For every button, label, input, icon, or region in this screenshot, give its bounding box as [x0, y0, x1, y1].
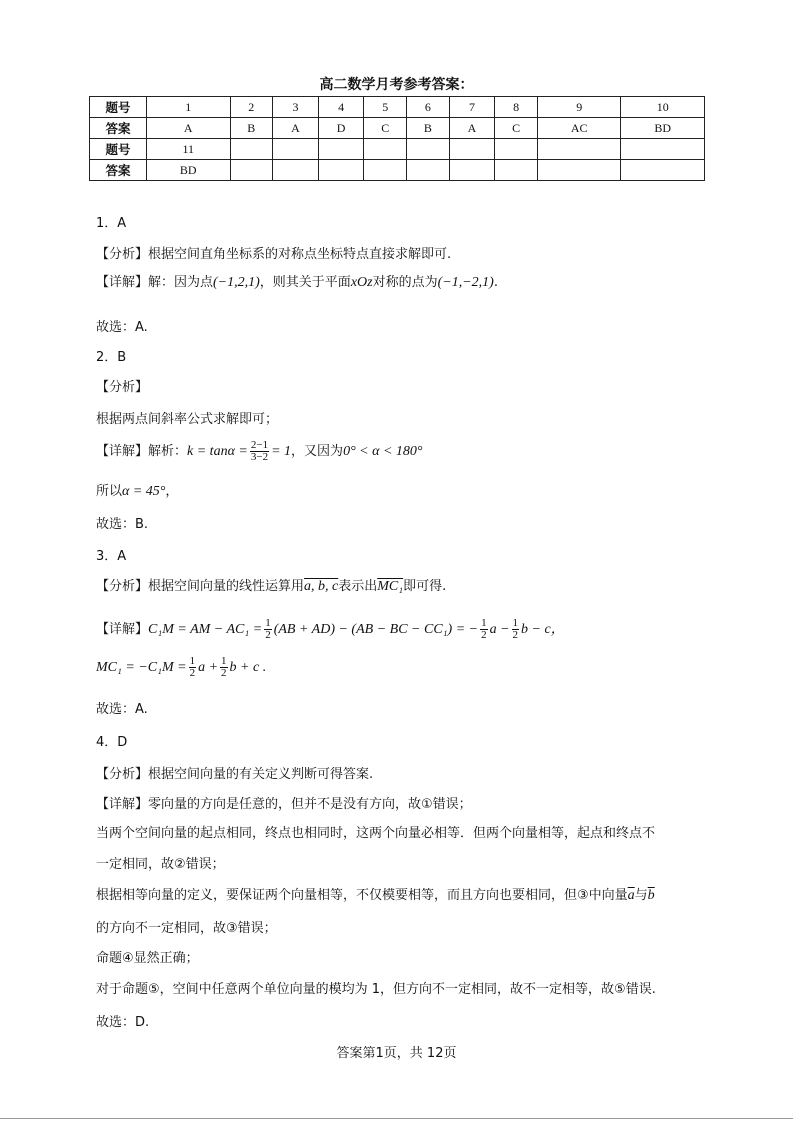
- q1-analysis: 【分析】根据空间直角坐标系的对称点坐标特点直接求解即可.: [96, 247, 452, 262]
- q4-vector-a: $\overline{a}$: [627, 888, 635, 903]
- table-cell: [449, 139, 495, 160]
- q3-half: [264, 618, 272, 641]
- q3-half: [220, 656, 228, 679]
- table-cell: A: [449, 118, 495, 139]
- q2-fraction: [250, 440, 269, 463]
- table-cell: 3: [273, 97, 319, 118]
- q2-range: 0° < α < 180°: [343, 444, 423, 459]
- table-cell: 7: [449, 97, 495, 118]
- q2-so: [96, 480, 178, 500]
- q2-formula-rhs: = 1: [271, 444, 292, 459]
- q2-choice: 故选：B.: [96, 517, 149, 532]
- q2-number: 2．B: [96, 350, 127, 365]
- q1-detail-mid2: 对称的点为: [372, 275, 438, 290]
- table-cell: 8: [495, 97, 538, 118]
- q3-detail-label: 【详解】: [96, 622, 149, 637]
- table-header-cell: 题号: [90, 97, 147, 118]
- q4-detail-4-pre: 根据相等向量的定义，要保证两个向量相等，不仅模要相等，而且方向也要相同，但③中向量: [96, 888, 628, 903]
- q4-detail-6: 命题④显然正确；: [96, 951, 199, 966]
- q1-plane: xOz: [350, 275, 373, 290]
- table-cell: [621, 139, 705, 160]
- q1-point1: (−1,2,1): [213, 275, 260, 290]
- q4-detail-7: 对于命题⑤，空间中任意两个单位向量的模均为 1，但方向不一定相同，故不一定相等，故⑤错误.: [96, 982, 656, 997]
- q3-half-den: 2: [189, 667, 196, 679]
- table-cell: AC: [537, 118, 621, 139]
- q2-so-end: ，: [165, 484, 179, 499]
- q3-half-den: 2: [265, 629, 271, 641]
- q3-number: 3．A: [96, 549, 127, 564]
- table-cell: [407, 139, 450, 160]
- q1-point2: (−1,−2,1): [437, 275, 494, 290]
- q3-eq1-b: (AB + AD) − (AB − BC − CC₁) = −: [273, 622, 479, 637]
- q3-analysis-end: 即可得.: [403, 579, 447, 594]
- table-cell: 9: [537, 97, 621, 118]
- table-cell: BD: [147, 160, 231, 181]
- table-cell: 2: [230, 97, 273, 118]
- q1-detail-pre: 【详解】解：因为点: [96, 275, 214, 290]
- q2-analysis-text: 根据两点间斜率公式求解即可；: [96, 412, 279, 427]
- q3-half-num: 1: [221, 655, 227, 667]
- q3-half: [189, 656, 197, 679]
- q3-half: [512, 618, 520, 641]
- table-row: [90, 160, 705, 181]
- q3-half-den: 2: [221, 667, 227, 679]
- table-cell: [495, 160, 538, 181]
- table-cell: [273, 160, 319, 181]
- table-cell: [449, 160, 495, 181]
- q3-analysis-mid: 表示出: [338, 579, 378, 594]
- q4-choice: 故选：D.: [96, 1015, 150, 1030]
- q3-eq2-a: MC₁ = −C₁M =: [96, 660, 187, 675]
- table-header-cell: 题号: [90, 139, 147, 160]
- table-cell: 10: [621, 97, 705, 118]
- table-row: [90, 118, 705, 139]
- q4-detail-4: [96, 884, 655, 904]
- q3-analysis-pre: 【分析】根据空间向量的线性运算用: [96, 579, 305, 594]
- q3-half-den: 2: [481, 629, 487, 641]
- q2-analysis: 【分析】: [96, 380, 149, 395]
- q3-half-num: 1: [189, 655, 196, 667]
- q1-choice: 故选：A.: [96, 320, 148, 335]
- table-cell: [230, 160, 273, 181]
- q4-vector-b: $\overline{b}$: [647, 888, 655, 903]
- q1-number: 1．A: [96, 216, 127, 231]
- table-cell: [318, 160, 364, 181]
- table-cell: [364, 160, 407, 181]
- q2-frac-den: 3−2: [250, 451, 269, 463]
- q3-half-num: 1: [265, 617, 271, 629]
- table-cell: 5: [364, 97, 407, 118]
- q3-eq1-d: b − c，: [521, 622, 565, 637]
- q2-frac-num: 2−1: [250, 439, 269, 451]
- table-cell: [537, 160, 621, 181]
- table-row: [90, 139, 705, 160]
- q2-so-label: 所以: [96, 484, 123, 499]
- q4-and: 与: [634, 888, 648, 903]
- table-cell: [364, 139, 407, 160]
- q2-detail-mid: ，又因为: [291, 444, 344, 459]
- q1-detail-mid: ，则其关于平面: [259, 275, 351, 290]
- table-cell: [537, 139, 621, 160]
- q4-detail-1: 【详解】零向量的方向是任意的，但并不是没有方向，故①错误；: [96, 797, 472, 812]
- table-cell: BD: [621, 118, 705, 139]
- page-title: 高二数学月考参考答案：: [319, 77, 474, 93]
- q3-eq2-b: a +: [198, 660, 219, 675]
- table-cell: D: [318, 118, 364, 139]
- table-cell: C: [495, 118, 538, 139]
- table-cell: [621, 160, 705, 181]
- q4-detail-5: 的方向不一定相同，故③错误；: [96, 921, 277, 936]
- q3-half-num: 1: [481, 617, 487, 629]
- q3-analysis: [96, 575, 446, 595]
- table-cell: [273, 139, 319, 160]
- q2-detail-pre: 【详解】解析：: [96, 444, 188, 459]
- page-footer: 答案第1页，共 12页: [336, 1046, 457, 1061]
- table-cell: C: [364, 118, 407, 139]
- q3-eq2: [96, 656, 266, 679]
- q3-eq1-c: a −: [489, 622, 510, 637]
- table-cell: 1: [147, 97, 231, 118]
- q3-eq1: [96, 618, 565, 641]
- q1-detail: [96, 271, 498, 291]
- q2-detail: [96, 440, 423, 463]
- q4-number: 4．D: [96, 735, 128, 750]
- q3-choice: 故选：A.: [96, 702, 148, 717]
- table-cell: [407, 160, 450, 181]
- table-cell: A: [273, 118, 319, 139]
- table-cell: B: [230, 118, 273, 139]
- q4-analysis: 【分析】根据空间向量的有关定义判断可得答案.: [96, 767, 374, 782]
- q3-target: MC₁: [377, 579, 404, 594]
- q2-formula-lhs: k = tanα =: [187, 444, 248, 459]
- bottom-divider: [0, 1118, 793, 1119]
- q3-half: [480, 618, 488, 641]
- table-cell: 4: [318, 97, 364, 118]
- table-cell: B: [407, 118, 450, 139]
- q4-detail-2: 当两个空间向量的起点相同，终点也相同时，这两个向量必相等．但两个向量相等，起点和终点不: [96, 826, 656, 841]
- table-row: [90, 97, 705, 118]
- table-cell: [230, 139, 273, 160]
- table-cell: A: [147, 118, 231, 139]
- q3-eq1-a: C₁M = AM − AC₁ =: [148, 622, 263, 637]
- table-header-cell: 答案: [90, 118, 147, 139]
- q2-alpha: α = 45°: [122, 484, 166, 499]
- table-cell: [318, 139, 364, 160]
- table-header-cell: 答案: [90, 160, 147, 181]
- q3-half-den: 2: [512, 629, 519, 641]
- q1-detail-end: .: [493, 275, 498, 290]
- q4-detail-3: 一定相同，故②错误；: [96, 857, 225, 872]
- table-cell: [495, 139, 538, 160]
- q3-half-num: 1: [512, 617, 519, 629]
- answer-table: [89, 96, 705, 181]
- table-cell: 11: [147, 139, 231, 160]
- q3-vectors: a, b, c: [304, 579, 339, 594]
- table-cell: 6: [407, 97, 450, 118]
- q3-eq2-c: b + c .: [229, 660, 267, 675]
